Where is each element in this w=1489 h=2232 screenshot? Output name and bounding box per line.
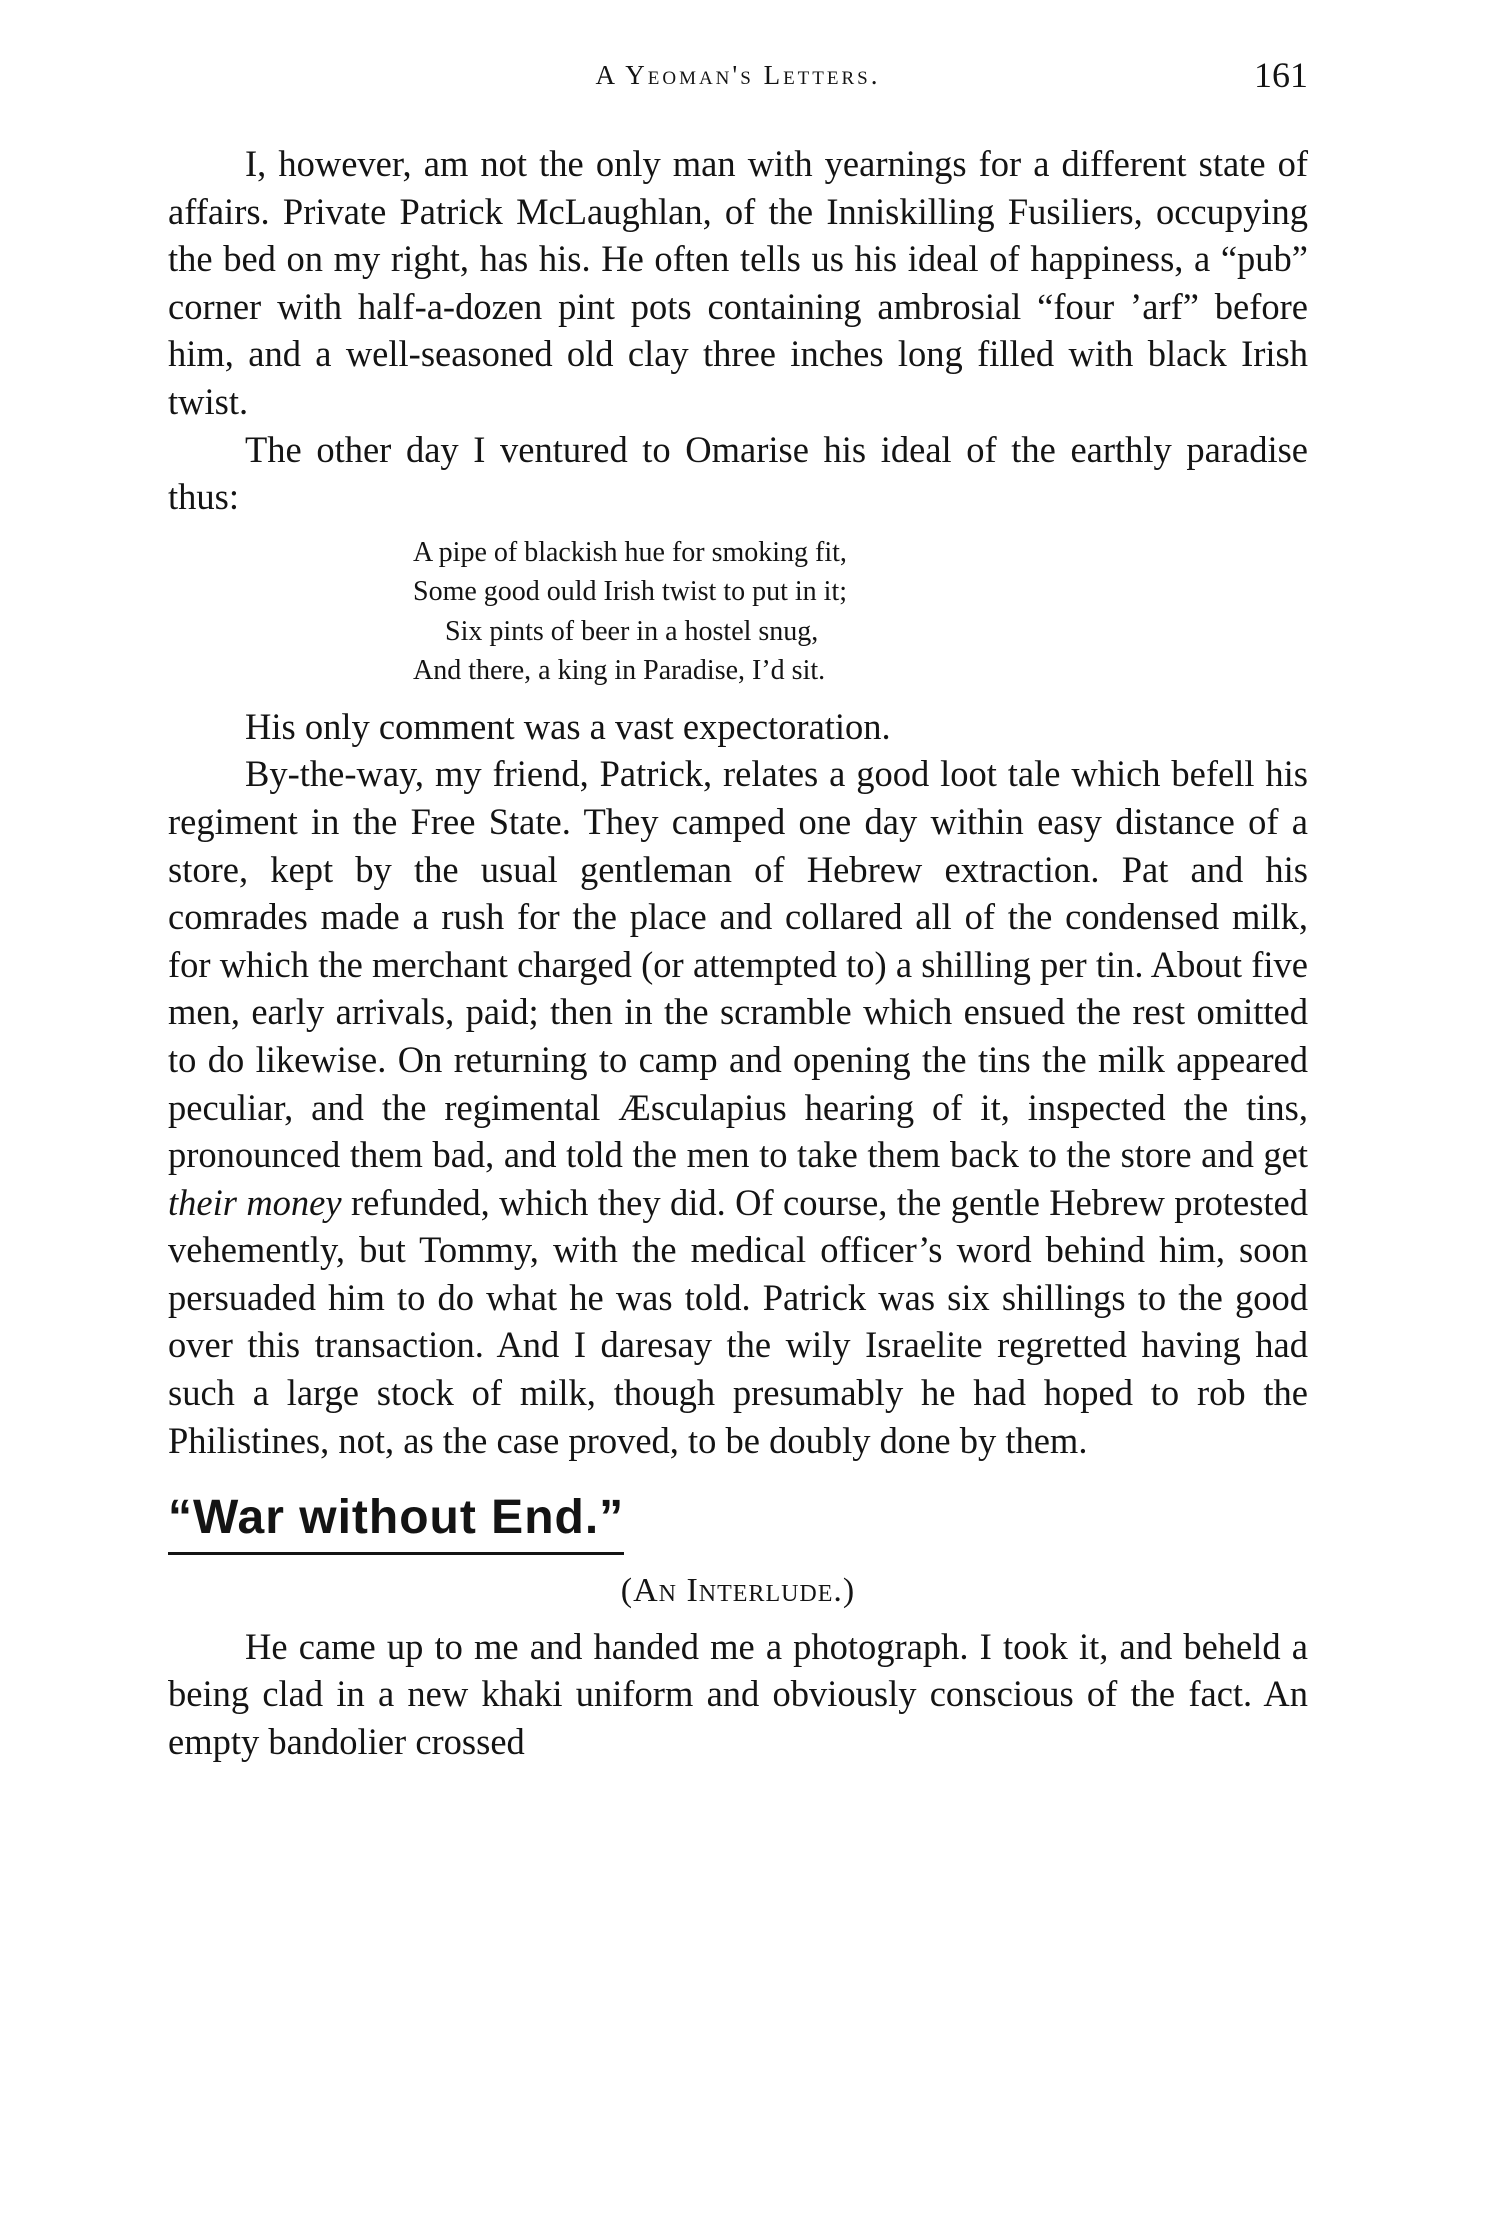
body-text [168, 140, 1308, 1766]
section-subheading: (An Interlude.) [620, 1572, 856, 1610]
page-number: 161 [1254, 55, 1308, 95]
running-title: A Yeoman's Letters. [595, 60, 881, 90]
paragraph-4 [168, 750, 1308, 1464]
paragraph-1: I, however, am not the only man with yearnings for a different state of affairs. Private Patrick McLaughlan, of the Inniskilling Fusiliers, occupying the bed on my right, has his. He often tells us his ideal of happiness, a “pub” corner with half-a-dozen pint pots containing ambrosial “four ’arf” before him, and a well-seasoned old clay three inches long filled with black Irish twist. [168, 143, 1308, 422]
paragraph-2: The other day I ventured to Omarise his ideal of the earthly paradise thus: [168, 428, 1308, 518]
running-head [168, 54, 1308, 94]
section-heading: “War without End.” [168, 1488, 624, 1555]
paragraph-4-italic: their money [168, 1181, 342, 1223]
paragraph-5: He came up to me and handed me a photograph. I took it, and beheld a being clad in a new khaki uniform and obviously conscious of the fact. An empty bandolier crossed [168, 1625, 1308, 1763]
verse-line-3: Six pints of beer in a hostel snug, [445, 615, 819, 647]
verse-line-1: A pipe of blackish hue for smoking fit, [413, 536, 847, 568]
verse-quatrain [168, 533, 1308, 691]
paragraph-4-text-a: By-the-way, my friend, Patrick, relates a good loot tale which befell his regiment in the Free State. They camped one day within easy distance of a store, kept by the usual gentleman of Hebrew extraction. Pat and his comrades made a rush for the place and collared all of the condensed milk, for which the merchant charged (or attempted to) a shilling per tin. About five men, early arrivals, paid; then in the scramble which ensued the rest omitted to do likewise. On returning to camp and opening the tins the milk appeared peculiar, and the regimental Æsculapius hearing of it, inspected the tins, pronounced them bad, and told the men to take them back to the store and get [168, 753, 1308, 1176]
verse-line-2: Some good ould Irish twist to put in it; [413, 576, 848, 608]
paragraph-3: His only comment was a vast expectoration. [245, 705, 891, 747]
verse-line-4: And there, a king in Paradise, I’d sit. [413, 655, 826, 687]
paragraph-4-text-b: refunded, which they did. Of course, the gentle Hebrew protested vehemently, but Tommy, with the medical officer’s word behind him, soon persuaded him to do what he was told. Patrick was six shillings to the good over this transaction. And I daresay the wily Israelite regretted having had such a large stock of milk, though presumably he had hoped to rob the Philistines, not, as the case proved, to be doubly done by them. [168, 1181, 1309, 1461]
